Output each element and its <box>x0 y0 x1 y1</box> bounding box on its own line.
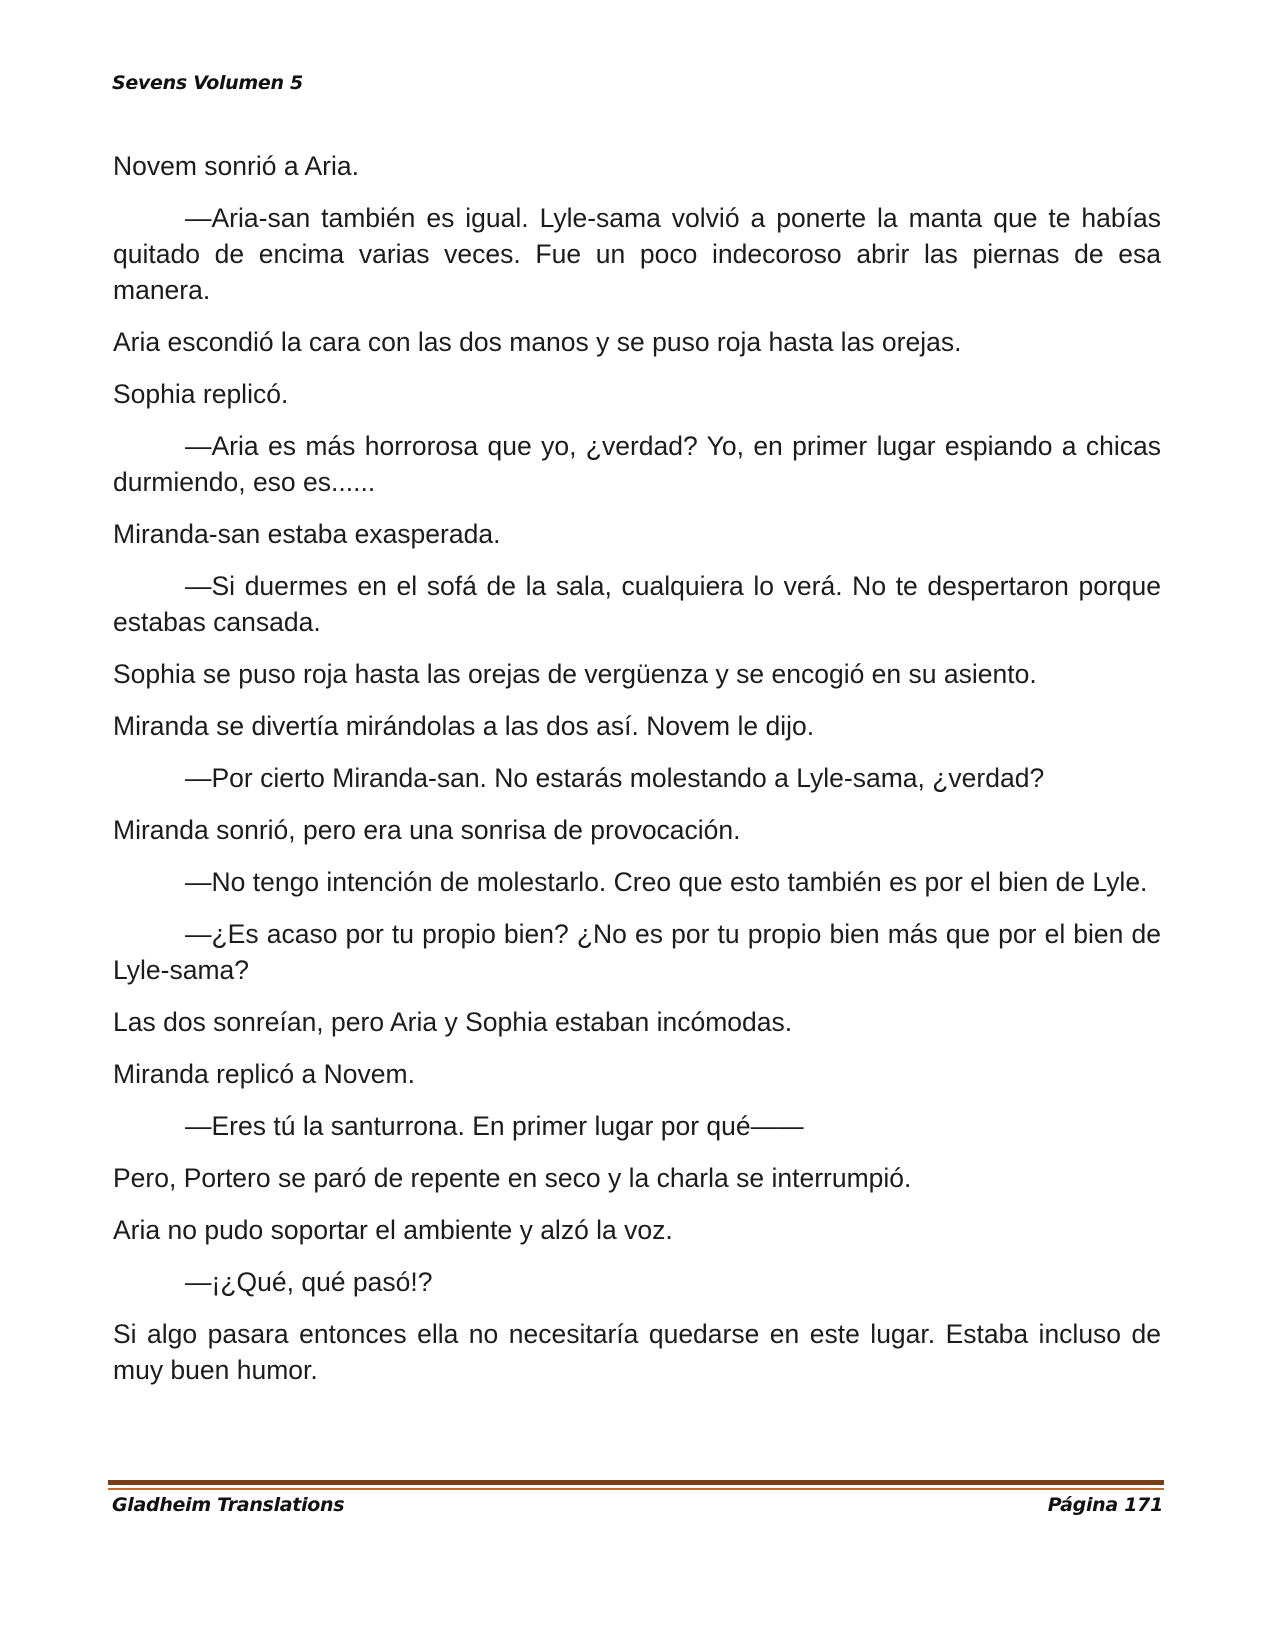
dialogue-paragraph: —Si duermes en el sofá de la sala, cualquiera lo verá. No te despertaron porque estabas cansada. <box>113 571 1161 637</box>
dialogue-paragraph: —Aria-san también es igual. Lyle-sama volvió a ponerte la manta que te habías quitado de encima varias veces. Fue un poco indecoroso abrir las piernas de esa manera. <box>113 203 1161 305</box>
paragraph: Sophia se puso roja hasta las orejas de vergüenza y se encogió en su asiento. <box>113 659 1037 689</box>
footer-rule-thin <box>108 1488 1164 1490</box>
page-number: Página 171 <box>1047 1494 1163 1516</box>
dialogue-paragraph: —Aria es más horrorosa que yo, ¿verdad? Yo, en primer lugar espiando a chicas durmiendo, eso es...... <box>113 431 1161 497</box>
dialogue-paragraph: —¡¿Qué, qué pasó!? <box>185 1267 433 1297</box>
paragraph: Las dos sonreían, pero Aria y Sophia estaban incómodas. <box>113 1007 793 1037</box>
paragraph: Aria escondió la cara con las dos manos y se puso roja hasta las orejas. <box>113 327 962 357</box>
paragraph: Miranda sonrió, pero era una sonrisa de provocación. <box>113 815 741 845</box>
paragraph: Miranda se divertía mirándolas a las dos así. Novem le dijo. <box>113 711 815 741</box>
dialogue-paragraph: —¿Es acaso por tu propio bien? ¿No es por tu propio bien más que por el bien de Lyle-sama? <box>113 919 1161 985</box>
paragraph: Si algo pasara entonces ella no necesitaría quedarse en este lugar. Estaba incluso de muy buen humor. <box>113 1319 1161 1385</box>
footer-publisher: Gladheim Translations <box>112 1494 345 1516</box>
dialogue-paragraph: —Eres tú la santurrona. En primer lugar por qué—— <box>185 1111 804 1141</box>
dialogue-paragraph: —Por cierto Miranda-san. No estarás molestando a Lyle-sama, ¿verdad? <box>185 763 1045 793</box>
paragraph: Miranda replicó a Novem. <box>113 1059 415 1089</box>
paragraph: Aria no pudo soportar el ambiente y alzó la voz. <box>113 1215 673 1245</box>
footer-rule-thick <box>108 1480 1164 1485</box>
paragraph: Pero, Portero se paró de repente en seco y la charla se interrumpió. <box>113 1163 912 1193</box>
paragraph: Novem sonrió a Aria. <box>113 151 359 181</box>
paragraph: Miranda-san estaba exasperada. <box>113 519 501 549</box>
dialogue-paragraph: —No tengo intención de molestarlo. Creo que esto también es por el bien de Lyle. <box>185 867 1148 897</box>
paragraph: Sophia replicó. <box>113 379 289 409</box>
running-header: Sevens Volumen 5 <box>112 72 303 94</box>
page-body <box>113 148 1161 1404</box>
